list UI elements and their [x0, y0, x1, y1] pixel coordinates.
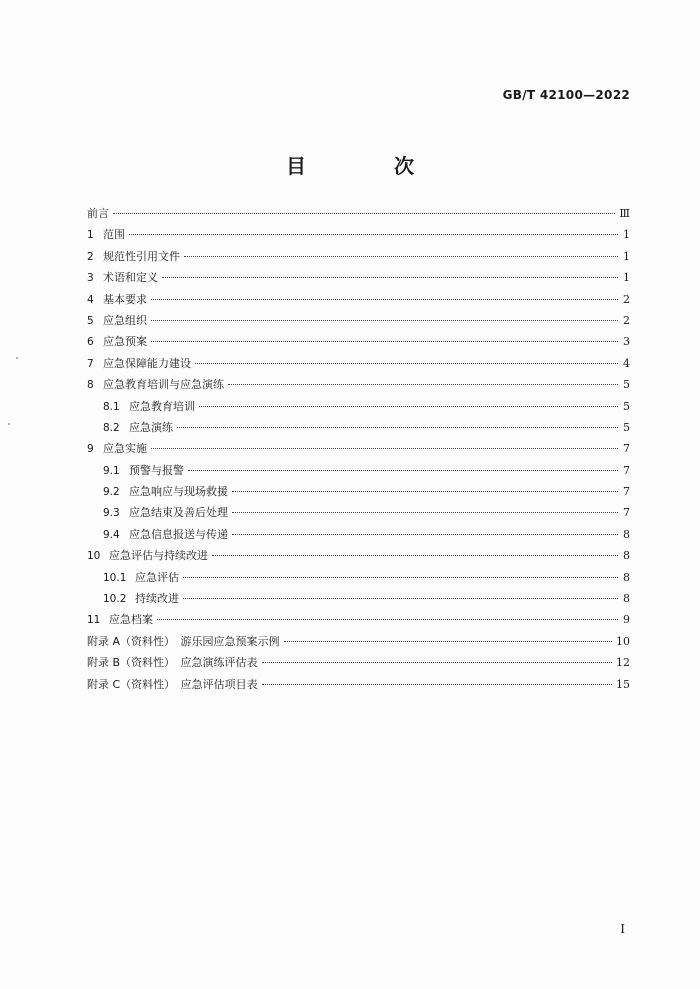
toc-entry-number: 9.2 — [103, 486, 120, 499]
toc-entry-page: 9 — [623, 613, 630, 627]
toc-entry-label: 应急保障能力建设 — [103, 356, 191, 370]
toc-leader-dots — [232, 534, 618, 535]
toc-entry-number: 9.1 — [103, 464, 120, 477]
toc-entry-label: 应急演练 — [129, 420, 173, 434]
toc-entry-label: 术语和定义 — [103, 271, 158, 285]
toc-entry-8-2[interactable] — [87, 419, 630, 440]
toc-entry-label: 应急评估 — [135, 570, 179, 584]
toc-entry-page: 8 — [623, 549, 630, 563]
toc-entry-label: 应急预案 — [103, 335, 147, 349]
toc-entry-number: 10.2 — [103, 593, 127, 606]
toc-entry-9-3[interactable] — [87, 504, 630, 525]
toc-leader-dots — [129, 234, 618, 235]
toc-entry-page: 1 — [623, 249, 630, 263]
toc-entry-9-4[interactable] — [87, 526, 630, 547]
toc-leader-dots — [151, 448, 618, 449]
toc-entry-label: 应急实施 — [103, 442, 147, 456]
toc-entry-foreword[interactable] — [87, 205, 630, 226]
toc-entry-page: 5 — [623, 399, 630, 413]
toc-entry-label: 应急组织 — [103, 313, 147, 327]
toc-entry-8[interactable] — [87, 376, 630, 397]
toc-entry-number: 2 — [87, 250, 94, 263]
toc-leader-dots — [228, 384, 618, 385]
toc-entry-appendix-b[interactable] — [87, 654, 630, 675]
toc-entry-6[interactable] — [87, 333, 630, 354]
toc-leader-dots — [262, 662, 612, 663]
toc-entry-1[interactable] — [87, 226, 630, 247]
toc-entry-label: 附录 C（资料性） 应急评估项目表 — [87, 677, 258, 691]
toc-entry-2[interactable] — [87, 248, 630, 269]
toc-leader-dots — [199, 406, 618, 407]
toc-entry-label: 持续改进 — [135, 592, 179, 606]
toc-leader-dots — [183, 598, 618, 599]
toc-leader-dots — [212, 555, 618, 556]
toc-entry-appendix-c[interactable] — [87, 676, 630, 697]
toc-leader-dots — [151, 341, 618, 342]
toc-entry-page: 1 — [623, 228, 630, 242]
toc-entry-label: 预警与报警 — [129, 463, 184, 477]
toc-entry-number: 4 — [87, 293, 94, 306]
toc-leader-dots — [262, 684, 612, 685]
toc-entry-label: 应急评估与持续改进 — [109, 549, 208, 563]
toc-leader-dots — [162, 277, 618, 278]
toc-entry-page: 2 — [623, 313, 630, 327]
scan-speck — [8, 423, 10, 425]
toc-entry-number: 1 — [87, 229, 94, 242]
toc-entry-page: 2 — [623, 292, 630, 306]
toc-entry-page: 8 — [623, 570, 630, 584]
toc-entry-page: Ⅲ — [619, 207, 630, 220]
toc-entry-number: 8.2 — [103, 421, 120, 434]
toc-entry-7[interactable] — [87, 355, 630, 376]
toc-entry-label: 应急信息报送与传递 — [129, 527, 228, 541]
toc-entry-number: 3 — [87, 272, 94, 285]
page-number: I — [620, 922, 625, 936]
toc-leader-dots — [184, 256, 618, 257]
toc-entry-number: 10 — [87, 550, 101, 563]
toc-leader-dots — [232, 512, 618, 513]
toc-entry-number: 5 — [87, 314, 94, 327]
toc-entry-number: 9.4 — [103, 528, 120, 541]
toc-leader-dots — [157, 619, 618, 620]
toc-entry-page: 7 — [623, 506, 630, 520]
toc-leader-dots — [232, 491, 618, 492]
toc-entry-label: 附录 A（资料性） 游乐园应急预案示例 — [87, 634, 280, 648]
toc-entry-label: 应急响应与现场救援 — [129, 485, 228, 499]
toc-entry-page: 8 — [623, 527, 630, 541]
toc-entry-number: 10.1 — [103, 571, 127, 584]
toc-entry-page: 8 — [623, 592, 630, 606]
standard-code: GB/T 42100—2022 — [502, 88, 630, 102]
toc-entry-9-2[interactable] — [87, 483, 630, 504]
toc-entry-8-1[interactable] — [87, 398, 630, 419]
scan-speck — [16, 357, 18, 359]
toc-entry-page: 1 — [623, 271, 630, 285]
toc-entry-9-1[interactable] — [87, 462, 630, 483]
toc-entry-11[interactable] — [87, 611, 630, 632]
toc-entry-label: 应急结束及善后处理 — [129, 506, 228, 520]
toc-entry-3[interactable] — [87, 269, 630, 290]
toc-leader-dots — [188, 470, 618, 471]
toc-entry-appendix-a[interactable] — [87, 633, 630, 654]
toc-entry-number: 6 — [87, 336, 94, 349]
toc-entry-page: 7 — [623, 442, 630, 456]
toc-entry-label: 范围 — [103, 228, 125, 242]
toc-leader-dots — [113, 213, 615, 214]
toc-entry-label: 附录 B（资料性） 应急演练评估表 — [87, 656, 258, 670]
toc-entry-label: 应急档案 — [109, 613, 153, 627]
toc-entry-10-2[interactable] — [87, 590, 630, 611]
toc-entry-10-1[interactable] — [87, 569, 630, 590]
toc-entry-number: 7 — [87, 357, 94, 370]
toc-entry-label: 应急教育培训与应急演练 — [103, 378, 224, 392]
toc-entry-page: 15 — [616, 677, 630, 691]
toc-title: 目 次 — [286, 154, 448, 178]
toc-entry-page: 7 — [623, 463, 630, 477]
toc-leader-dots — [284, 641, 612, 642]
toc-entry-4[interactable] — [87, 291, 630, 312]
toc-entry-label: 前言 — [87, 207, 109, 220]
toc-entry-page: 10 — [616, 634, 630, 648]
toc-leader-dots — [183, 577, 618, 578]
toc-entry-page: 4 — [623, 356, 630, 370]
toc-leader-dots — [195, 363, 618, 364]
toc-entry-number: 9.3 — [103, 507, 120, 520]
toc-entry-number: 9 — [87, 443, 94, 456]
toc-entry-number: 8 — [87, 379, 94, 392]
toc-entry-label: 基本要求 — [103, 292, 147, 306]
toc-entry-5[interactable] — [87, 312, 630, 333]
toc-entry-9[interactable] — [87, 440, 630, 461]
toc-leader-dots — [151, 299, 618, 300]
toc-entry-page: 3 — [623, 335, 630, 349]
toc-entry-number: 8.1 — [103, 400, 120, 413]
toc-entry-page: 5 — [623, 378, 630, 392]
toc-leader-dots — [151, 320, 618, 321]
table-of-contents — [87, 205, 630, 697]
toc-leader-dots — [177, 427, 618, 428]
toc-entry-label: 规范性引用文件 — [103, 249, 180, 263]
toc-entry-page: 12 — [616, 656, 630, 670]
toc-entry-10[interactable] — [87, 547, 630, 568]
toc-entry-page: 7 — [623, 485, 630, 499]
toc-entry-page: 5 — [623, 420, 630, 434]
toc-entry-label: 应急教育培训 — [129, 399, 195, 413]
toc-entry-number: 11 — [87, 614, 101, 627]
